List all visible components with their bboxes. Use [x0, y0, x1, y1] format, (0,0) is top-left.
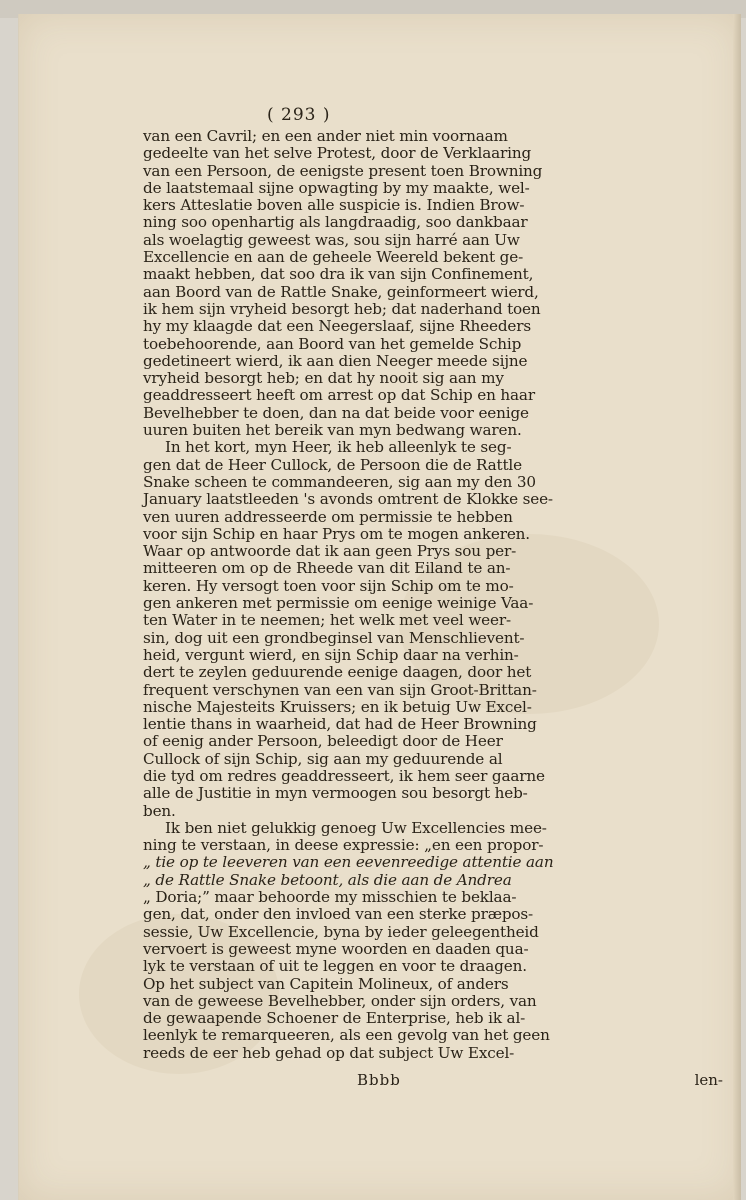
- text-line: ning soo openhartig als langdraadig, soo dankbaar: [143, 213, 528, 232]
- page-edge: [733, 14, 741, 1200]
- text-line: sessie, Uw Excellencie, byna by ieder geleegentheid: [143, 922, 539, 941]
- text-line: van de geweese Bevelhebber, onder sijn orders, van: [143, 991, 537, 1010]
- catchword: len-: [694, 1071, 723, 1089]
- text-line: vryheid besorgt heb; en dat hy nooit sig aan my: [143, 369, 504, 388]
- text-line: lentie thans in waarheid, dat had de Heer Browning: [143, 715, 537, 734]
- text-line: toebehoorende, aan Boord van het gemelde Schip: [143, 334, 522, 353]
- paragraph-start-line: In het kort, myn Heer, ik heb alleenlyk te seg-: [165, 438, 512, 457]
- quoted-line: „ de Rattle Snake betoont, als die aan de Andrea: [143, 870, 512, 889]
- text-line: of eenig ander Persoon, beleedigt door de Heer: [143, 732, 503, 751]
- text-line: de gewaapende Schoener de Enterprise, heb ik al-: [143, 1009, 526, 1028]
- text-line: Snake scheen te commandeeren, sig aan my den 30: [143, 472, 536, 491]
- text-line: heid, vergunt wierd, en sijn Schip daar na verhin-: [143, 645, 519, 664]
- text-line: Op het subject van Capitein Molineux, of anders: [143, 974, 509, 993]
- text-line: Cullock of sijn Schip, sig aan my geduurende al: [143, 749, 503, 768]
- signature-mark: Bbbb: [357, 1071, 401, 1089]
- text-line: ten Water in te neemen; het welk met veel weer-: [143, 611, 511, 630]
- text-line: ik hem sijn vryheid besorgt heb; dat naderhand toen: [143, 299, 541, 318]
- text-line: kers Atteslatie boven alle suspicie is. Indien Brow-: [143, 196, 525, 215]
- quoted-line: „ tie op te leeveren van een eevenreedige attentie aan: [143, 853, 554, 872]
- text-line: gedetineert wierd, ik aan dien Neeger meede sijne: [143, 351, 528, 370]
- text-line: maakt hebben, dat soo dra ik van sijn Confinement,: [143, 265, 534, 284]
- text-line: nische Majesteits Kruissers; en ik betuig Uw Excel-: [143, 697, 532, 716]
- text-line: January laatstleeden 's avonds omtrent de Klokke see-: [143, 490, 553, 509]
- text-line: ning te verstaan, in deese expressie: „en een propor-: [143, 836, 544, 855]
- text-line: gedeelte van het selve Protest, door de Verklaaring: [143, 144, 532, 163]
- text-line: keren. Hy versogt toen voor sijn Schip om te mo-: [143, 576, 514, 595]
- page-footer: [143, 1071, 737, 1091]
- text-line: uuren buiten het bereik van myn bedwang waren.: [143, 421, 522, 440]
- document-page: [18, 14, 741, 1200]
- text-line: die tyd om redres geaddresseert, ik hem seer gaarne: [143, 766, 545, 785]
- text-line: geaddresseert heeft om arrest op dat Schip en haar: [143, 386, 535, 405]
- text-line: reeds de eer heb gehad op dat subject Uw Excel-: [143, 1043, 515, 1062]
- text-line: „ Doria;” maar behoorde my misschien te beklaa-: [143, 888, 517, 907]
- text-line: lyk te verstaan of uit te leggen en voor te draagen.: [143, 957, 527, 976]
- text-line: leenlyk te remarqueeren, als een gevolg van het geen: [143, 1026, 550, 1045]
- text-line: Waar op antwoorde dat ik aan geen Prys sou per-: [143, 542, 517, 561]
- text-line: hy my klaagde dat een Neegerslaaf, sijne Rheeders: [143, 317, 532, 336]
- text-line: van een Persoon, de eenigste present toen Browning: [143, 161, 543, 180]
- text-line: ven uuren addresseerde om permissie te hebben: [143, 507, 513, 526]
- body-text: [143, 128, 733, 1062]
- paragraph-start-line: Ik ben niet gelukkig genoeg Uw Excellencies mee-: [165, 818, 547, 837]
- text-line: vervoert is geweest myne woorden en daaden qua-: [143, 939, 529, 958]
- text-line: mitteeren om op de Rheede van dit Eiland te an-: [143, 559, 511, 578]
- text-line: alle de Justitie in myn vermoogen sou besorgt heb-: [143, 784, 528, 803]
- text-line: frequent verschynen van een van sijn Groot-Brittan-: [143, 680, 537, 699]
- text-line: als woelagtig geweest was, sou sijn harré aan Uw: [143, 230, 520, 249]
- text-line: gen ankeren met permissie om eenige weinige Vaa-: [143, 594, 534, 613]
- page-number: ( 293 ): [267, 105, 331, 125]
- text-line: Bevelhebber te doen, dan na dat beide voor eenige: [143, 403, 529, 422]
- text-line: Excellencie en aan de geheele Weereld bekent ge-: [143, 248, 524, 267]
- text-line: gen dat de Heer Cullock, de Persoon die de Rattle: [143, 455, 522, 474]
- text-line: de laatstemaal sijne opwagting by my maakte, wel-: [143, 178, 530, 197]
- text-line: voor sijn Schip en haar Prys om te mogen ankeren.: [143, 524, 530, 543]
- text-line: aan Boord van de Rattle Snake, geinformeert wierd,: [143, 282, 539, 301]
- text-line: dert te zeylen geduurende eenige daagen, door het: [143, 663, 532, 682]
- text-line: ben.: [143, 801, 176, 820]
- text-line: van een Cavril; en een ander niet min voornaam: [143, 127, 508, 145]
- text-line: sin, dog uit een grondbeginsel van Menschlievent-: [143, 628, 525, 647]
- text-line: gen, dat, onder den invloed van een sterke præpos-: [143, 905, 534, 924]
